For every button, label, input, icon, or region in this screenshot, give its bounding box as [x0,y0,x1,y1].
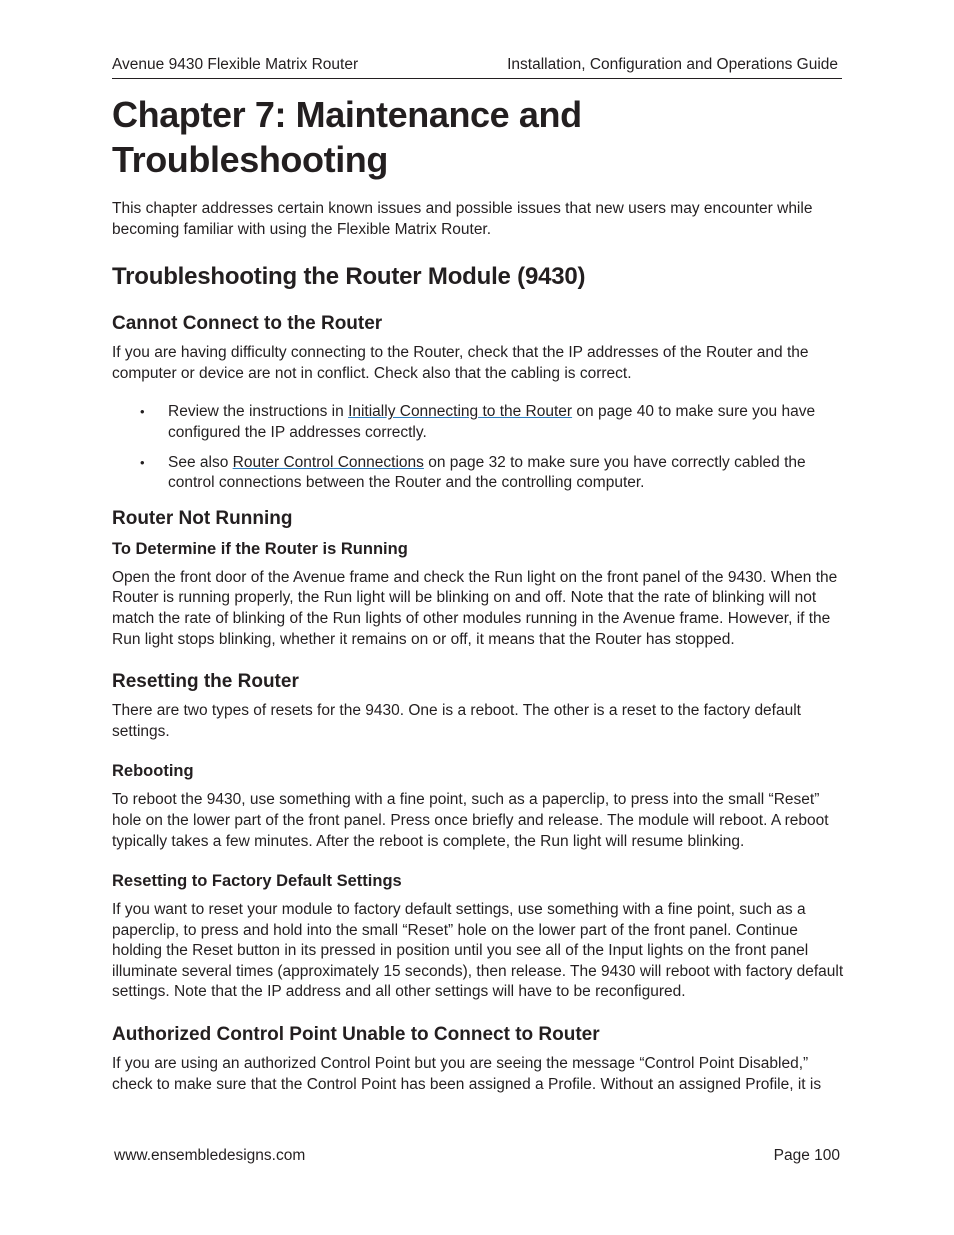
authorized-heading: Authorized Control Point Unable to Connect to Router [112,1024,600,1046]
page-footer [114,1146,840,1168]
cannot-connect-bullets [112,402,846,493]
determine-running-heading: To Determine if the Router is Running [112,539,408,558]
rebooting-heading: Rebooting [112,762,194,781]
factory-reset-heading: Resetting to Factory Default Settings [112,872,402,891]
factory-reset-body: If you want to reset your module to factory default settings, use something with a fine point, such as a paperclip, to press and hold into the small “Reset” hole on the lower part of the front panel. Continue holding the Reset button in its pressed in position until you see all of the Input lights on the front panel illuminate several times (approximately 15 seconds), then release. The 9430 will reboot with factory default settings. Note that the IP address and all other settings will have to be reconfigured. [112,901,844,1001]
footer-website: www.ensembledesigns.com [114,1147,306,1164]
page-content [112,92,846,1095]
chapter-title-line2: Troubleshooting [112,139,388,180]
resetting-body: There are two types of resets for the 9430. One is a reboot. The other is a reset to the factory default settings. [112,702,801,740]
page-header [112,54,842,79]
link-initially-connecting[interactable]: Initially Connecting to the Router [348,403,573,421]
footer-page-number: Page 100 [773,1147,840,1164]
cannot-connect-body: If you are having difficulty connecting to the Router, check that the IP addresses of the Router and the computer or device are not in conflict. Check also that the cabling is correct. [112,344,809,382]
cannot-connect-heading: Cannot Connect to the Router [112,313,383,335]
header-product-name: Avenue 9430 Flexible Matrix Router [112,56,359,73]
link-router-control-connections[interactable]: Router Control Connections [232,453,424,471]
chapter-intro: This chapter addresses certain known issues and possible issues that new users may encounter while becoming familiar with using the Flexible Matrix Router. [112,200,813,238]
not-running-body: Open the front door of the Avenue frame and check the Run light on the front panel of the 9430. When the Router is running properly, the Run light will be blinking on and off. Note that the rate of blinking will not match the rate of blinking of the Run lights of other modules running in the Avenue frame. However, if the Run light stops blinking, whether it remains on or off, it means that the Router has stopped. [112,568,838,648]
header-guide-title: Installation, Configuration and Operations Guide [507,56,838,73]
chapter-title [112,92,846,182]
rebooting-body: To reboot the 9430, use something with a fine point, such as a paperclip, to press into the small “Reset” hole on the lower part of the front panel. Press once briefly and release. The module will reboot. A reboot typically takes a few minutes. After the reboot is complete, the Run light will resume blinking. [112,791,829,850]
bullet-item-initially-connecting: • Review the instructions in Initially Connecting to the Router on page 40 to make sure you have configured the IP addresses correctly. [112,402,846,443]
resetting-heading: Resetting the Router [112,671,299,693]
bullet-item-control-connections: • See also Router Control Connections on page 32 to make sure you have correctly cabled the control connections between the Router and the controlling computer. [112,453,846,494]
chapter-title-line1: Chapter 7: Maintenance and [112,94,582,135]
section-title: Troubleshooting the Router Module (9430) [112,263,586,291]
not-running-heading: Router Not Running [112,507,293,529]
authorized-body: If you are using an authorized Control Point but you are seeing the message “Control Point Disabled,” check to make sure that the Control Point has been assigned a Profile. Without an assigned Profile, it is [112,1055,822,1093]
